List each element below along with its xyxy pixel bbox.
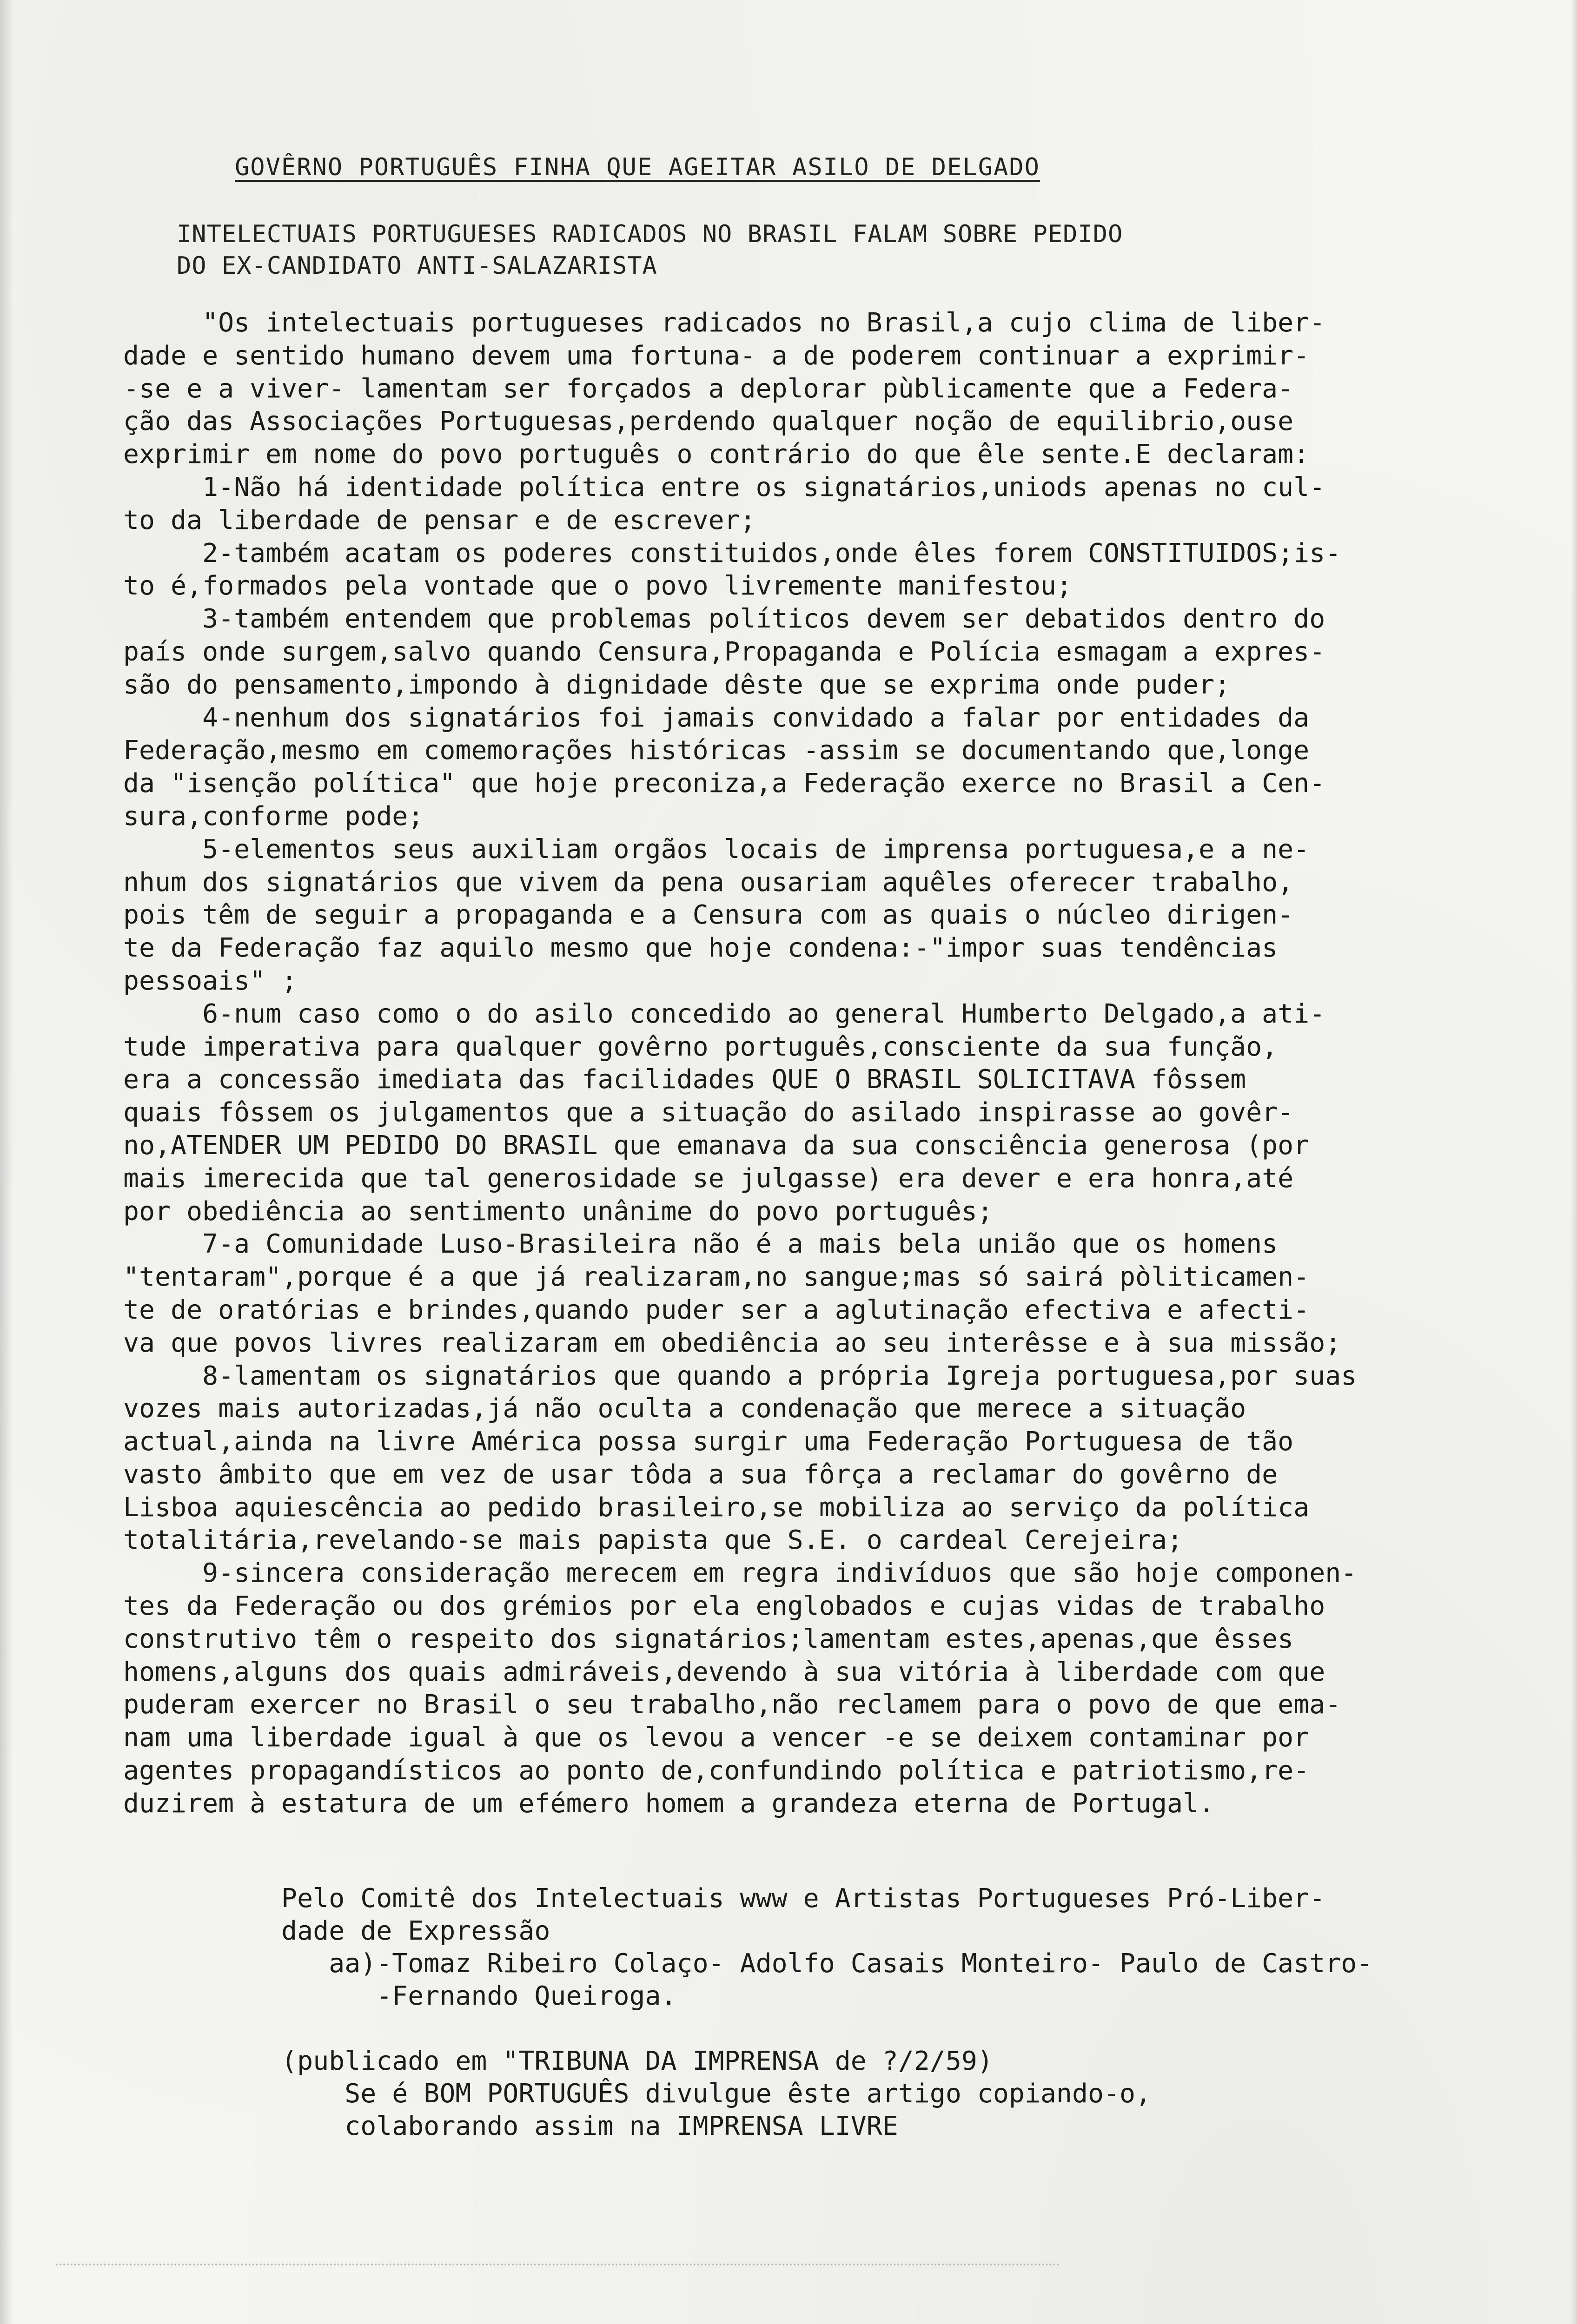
body-line: dade e sentido humano devem uma fortuna- a de poderem continuar a exprimir-: [123, 340, 1310, 371]
headline: GOVÊRNO PORTUGUÊS FINHA QUE AGEITAR ASILO DE DELGADO: [235, 153, 1040, 181]
body-line: pois têm de seguir a propaganda e a Censura com as quais o núcleo dirigen-: [123, 900, 1294, 931]
signature-block: [123, 1882, 1499, 2013]
publication-line: colaborando assim na IMPRENSA LIVRE: [123, 2111, 898, 2141]
body-line: tude imperativa para qualquer govêrno português,consciente da sua função,: [123, 1031, 1278, 1062]
body-line: por obediência ao sentimento unânime do povo português;: [123, 1196, 993, 1227]
body-line: actual,ainda na livre América possa surgir uma Federação Portuguesa de tão: [123, 1426, 1294, 1457]
body-line: 2-também acatam os poderes constituidos,onde êles forem CONSTITUIDOS;is-: [123, 538, 1341, 568]
body-line: mais imerecida que tal generosidade se julgasse) era dever e era honra,até: [123, 1163, 1294, 1194]
article-body: [123, 307, 1499, 1821]
subheading-line-1: INTELECTUAIS PORTUGUESES RADICADOS NO BRASIL FALAM SOBRE PEDIDO: [177, 220, 1123, 248]
body-line: to da liberdade de pensar e de escrever;: [123, 505, 756, 535]
body-line: era a concessão imediata das facilidades QUE O BRASIL SOLICITAVA fôssem: [123, 1064, 1246, 1095]
body-line: vasto âmbito que em vez de usar tôda a sua fôrça a reclamar do govêrno de: [123, 1459, 1278, 1490]
body-line: agentes propagandísticos ao ponto de,confundindo política e patriotismo,re-: [123, 1756, 1310, 1786]
publication-line: Se é BOM PORTUGUÊS divulgue êste artigo copiando-o,: [123, 2079, 1152, 2109]
body-line: pessoais" ;: [123, 965, 298, 996]
body-line: 8-lamentam os signatários que quando a própria Igreja portuguesa,por suas: [123, 1360, 1357, 1391]
body-line: ção das Associações Portuguesas,perdendo qualquer noção de equilibrio,ouse: [123, 406, 1294, 437]
body-line: te da Federação faz aquilo mesmo que hoje condena:-"impor suas tendências: [123, 933, 1278, 964]
publication-line: (publicado em "TRIBUNA DA IMPRENSA de ?/2/59): [123, 2046, 993, 2076]
body-line: Federação,mesmo em comemorações históricas -assim se documentando que,longe: [123, 735, 1310, 766]
body-line: país onde surgem,salvo quando Censura,Propaganda e Polícia esmagam a expres-: [123, 636, 1325, 667]
publication-note: [123, 2045, 1499, 2143]
body-line: 5-elementos seus auxiliam orgãos locais de imprensa portuguesa,e a ne-: [123, 834, 1310, 865]
body-line: puderam exercer no Brasil o seu trabalho,não reclamem para o povo de que ema-: [123, 1690, 1341, 1720]
body-line: vozes mais autorizadas,já não oculta a condenação que merece a situação: [123, 1393, 1246, 1424]
body-line: quais fôssem os julgamentos que a situação do asilado inspirasse ao govêr-: [123, 1097, 1294, 1128]
body-line: tes da Federação ou dos grémios por ela englobados e cujas vidas de trabalho: [123, 1591, 1325, 1622]
body-line: 4-nenhum dos signatários foi jamais convidado a falar por entidades da: [123, 702, 1310, 733]
scan-edge-shadow-right: [1570, 0, 1577, 2324]
body-line: são do pensamento,impondo à dignidade dêste que se exprima onde puder;: [123, 669, 1231, 700]
body-line: 3-também entendem que problemas políticos devem ser debatidos dentro do: [123, 604, 1325, 634]
body-line: va que povos livres realizaram em obediência ao seu interêsse e à sua missão;: [123, 1327, 1341, 1358]
body-line: homens,alguns dos quais admiráveis,devendo à sua vitória à liberdade com que: [123, 1657, 1325, 1687]
body-line: duzirem à estatura de um efémero homem a grandeza eterna de Portugal.: [123, 1788, 1215, 1819]
subheading-line-2: DO EX-CANDIDATO ANTI-SALAZARISTA: [177, 252, 657, 280]
signature-line: dade de Expressão: [123, 1916, 550, 1946]
body-line: "Os intelectuais portugueses radicados no Brasil,a cujo clima de liber-: [123, 308, 1325, 338]
body-line: 9-sincera consideração merecem em regra indivíduos que são hoje componen-: [123, 1558, 1357, 1589]
body-line: sura,conforme pode;: [123, 801, 424, 832]
body-line: nhum dos signatários que vivem da pena ousariam aquêles oferecer trabalho,: [123, 867, 1294, 898]
body-line: "tentaram",porque é a que já realizaram,no sangue;mas só sairá pòliticamen-: [123, 1262, 1310, 1293]
body-line: -se e a viver- lamentam ser forçados a deplorar pùblicamente que a Federa-: [123, 373, 1294, 404]
body-line: no,ATENDER UM PEDIDO DO BRASIL que emanava da sua consciência generosa (por: [123, 1130, 1310, 1161]
body-line: 6-num caso como o do asilo concedido ao general Humberto Delgado,a ati-: [123, 998, 1325, 1029]
body-line: te de oratórias e brindes,quando puder ser a aglutinação efectiva e afecti-: [123, 1294, 1310, 1325]
scan-edge-shadow-left: [0, 0, 13, 2324]
body-line: nam uma liberdade igual à que os levou a vencer -e se deixem contaminar por: [123, 1723, 1310, 1753]
dotted-divider: [56, 2264, 1060, 2265]
body-line: exprimir em nome do povo português o contrário do que êle sente.E declaram:: [123, 439, 1310, 470]
body-line: construtivo têm o respeito dos signatários;lamentam estes,apenas,que êsses: [123, 1624, 1294, 1654]
signature-line: aa)-Tomaz Ribeiro Colaço- Adolfo Casais Monteiro- Paulo de Castro-: [123, 1948, 1373, 1979]
body-line: to é,formados pela vontade que o povo livremente manifestou;: [123, 571, 1072, 601]
body-line: da "isenção política" que hoje preconiza,a Federação exerce no Brasil a Cen-: [123, 768, 1325, 799]
body-line: 1-Não há identidade política entre os signatários,uniods apenas no cul-: [123, 472, 1325, 502]
signature-line: Pelo Comitê dos Intelectuais www e Artistas Portugueses Pró-Liber-: [123, 1883, 1325, 1914]
subheading: [177, 218, 1385, 282]
body-line: totalitária,revelando-se mais papista que S.E. o cardeal Cerejeira;: [123, 1525, 1183, 1556]
body-line: Lisboa aquiescência ao pedido brasileiro,se mobiliza ao serviço da política: [123, 1492, 1310, 1523]
signature-line: -Fernando Queiroga.: [123, 1981, 677, 2011]
body-line: 7-a Comunidade Luso-Brasileira não é a mais bela união que os homens: [123, 1229, 1278, 1260]
